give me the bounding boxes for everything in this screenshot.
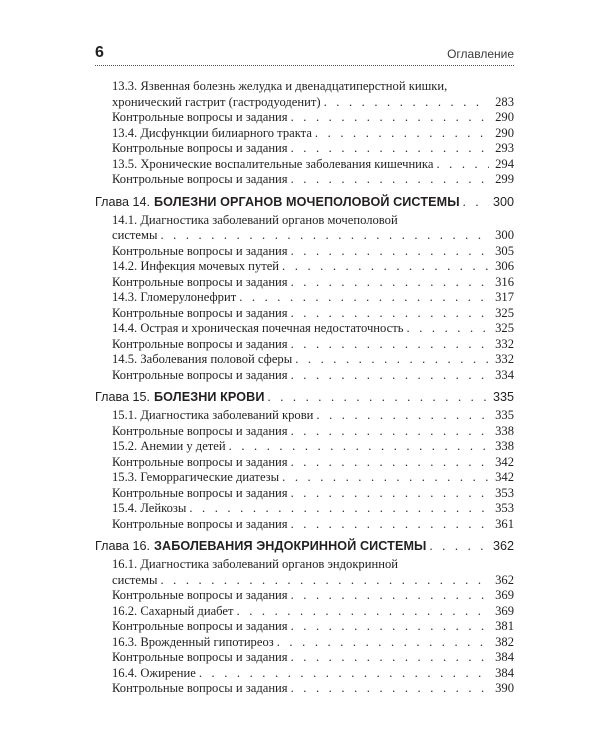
dot-leader	[237, 604, 489, 620]
toc-entry-title: 16.1. Диагностика заболеваний органов эндокринной	[112, 557, 398, 571]
toc-entry-questions[interactable]	[95, 306, 514, 322]
toc-entry-questions[interactable]	[95, 172, 514, 188]
toc-entry-title: 15.3. Геморрагические диатезы	[112, 470, 280, 484]
toc-entry-questions[interactable]	[95, 681, 514, 697]
toc-entry-questions[interactable]	[95, 424, 514, 440]
toc-page-number: 332	[495, 352, 514, 366]
toc-entry-title: Контрольные вопросы и задания	[112, 516, 288, 531]
toc-page-number: 362	[495, 572, 514, 587]
toc-page-number: 290	[495, 125, 514, 140]
dot-leader	[291, 486, 489, 502]
page-number: 6	[95, 44, 104, 61]
toc-entry-title: Контрольные вопросы и задания	[112, 423, 288, 438]
toc-entry-14-1-cont[interactable]	[95, 228, 514, 244]
toc-entry-14-3[interactable]	[95, 290, 514, 306]
toc-page-number: 338	[495, 423, 514, 438]
toc-entry-14-4[interactable]	[95, 321, 514, 337]
dot-leader	[315, 126, 489, 142]
dot-leader	[407, 321, 490, 337]
toc-page-number: 290	[495, 110, 514, 124]
toc-page-number: 334	[495, 367, 514, 382]
chapter-prefix: Глава 15.	[95, 390, 151, 404]
toc-page-number: 335	[492, 390, 514, 404]
toc-entry-16-4[interactable]	[95, 666, 514, 682]
dot-leader	[291, 337, 489, 353]
toc-entry-title: 14.3. Гломерулонефрит	[112, 290, 237, 304]
toc-entry-questions[interactable]	[95, 517, 514, 533]
toc-page-number: 361	[495, 516, 514, 531]
toc-entry-title: хронический гастрит (гастродуоденит)	[112, 94, 321, 109]
toc-entry-title: 13.3. Язвенная болезнь желудка и двенадцатиперстной кишки,	[112, 79, 448, 93]
toc-entry-title: 13.5. Хронические воспалительные заболевания кишечника	[112, 156, 434, 171]
toc-page-number: 382	[495, 634, 514, 649]
dot-leader	[463, 191, 489, 213]
toc-page-number: 325	[495, 321, 514, 335]
toc-entry-title: 16.2. Сахарный диабет	[112, 603, 234, 618]
toc-entry-title: Контрольные вопросы и задания	[112, 650, 288, 664]
toc-page-number: 305	[495, 243, 514, 258]
dot-leader	[282, 259, 489, 275]
chapter-prefix: Глава 16.	[95, 539, 151, 553]
toc-page-number: 317	[495, 290, 514, 304]
toc-entry-title: 14.5. Заболевания половой сферы	[112, 352, 293, 366]
toc-entry-questions[interactable]	[95, 141, 514, 157]
dot-leader	[291, 275, 489, 291]
header-dotted-rule	[95, 65, 514, 66]
toc-entry-title: Контрольные вопросы и задания	[112, 243, 288, 258]
toc-page-number: 306	[495, 259, 514, 273]
toc-entry-questions[interactable]	[95, 619, 514, 635]
toc-entry-title: Контрольные вопросы и задания	[112, 485, 288, 500]
dot-leader	[436, 157, 489, 173]
toc-entry-13-4[interactable]	[95, 126, 514, 142]
toc-entry-title: 15.2. Анемии у детей	[112, 439, 226, 453]
toc-entry-questions[interactable]	[95, 337, 514, 353]
toc-entry-questions[interactable]	[95, 110, 514, 126]
toc-page-number: 353	[495, 485, 514, 500]
dot-leader	[291, 650, 489, 666]
dot-leader	[229, 439, 489, 455]
toc-entry-title: Контрольные вопросы и задания	[112, 336, 288, 351]
toc-page-number: 384	[495, 650, 514, 664]
toc-entry-title: Контрольные вопросы и задания	[112, 274, 288, 289]
toc-entry-14-1[interactable]	[95, 213, 514, 229]
toc-page-number: 332	[495, 336, 514, 351]
toc-page-number: 283	[495, 94, 514, 109]
chapter-title: ЗАБОЛЕВАНИЯ ЭНДОКРИННОЙ СИСТЕМЫ	[154, 539, 427, 553]
dot-leader	[268, 386, 490, 408]
dot-leader	[291, 368, 489, 384]
toc-entry-title: 15.4. Лейкозы	[112, 501, 187, 515]
dot-leader	[239, 290, 489, 306]
dot-leader	[199, 666, 489, 682]
toc-entry-title: 15.1. Диагностика заболеваний крови	[112, 408, 314, 422]
dot-leader	[291, 244, 489, 260]
dot-leader	[282, 470, 489, 486]
toc-page-number: 325	[495, 305, 514, 320]
toc-entry-16-3[interactable]	[95, 635, 514, 651]
toc-page-number: 299	[495, 172, 514, 186]
dot-leader	[291, 455, 489, 471]
toc-chapter-16[interactable]	[95, 532, 514, 557]
toc-entry-title: 14.2. Инфекция мочевых путей	[112, 259, 280, 273]
toc-entry-title: Контрольные вопросы и задания	[112, 110, 288, 124]
toc-chapter-14[interactable]	[95, 188, 514, 213]
dot-leader	[295, 352, 489, 368]
dot-leader	[291, 681, 489, 697]
dot-leader	[291, 110, 489, 126]
toc-entry-14-5[interactable]	[95, 352, 514, 368]
toc-entry-13-3[interactable]	[95, 79, 514, 95]
toc-page-number: 293	[495, 141, 514, 155]
toc-entry-title: системы	[112, 572, 158, 587]
toc-entry-questions[interactable]	[95, 368, 514, 384]
chapter-title: БОЛЕЗНИ КРОВИ	[154, 390, 265, 404]
toc-page-number: 294	[495, 156, 514, 171]
chapter-prefix: Глава 14.	[95, 194, 151, 209]
toc-page-number: 335	[495, 408, 514, 422]
dot-leader	[189, 501, 489, 517]
toc-entry-16-1[interactable]	[95, 557, 514, 573]
toc-entry-title: Контрольные вопросы и задания	[112, 454, 288, 469]
page-header	[95, 44, 514, 66]
toc-entry-title: Контрольные вопросы и задания	[112, 172, 288, 186]
toc-entry-title: Контрольные вопросы и задания	[112, 681, 288, 695]
toc-page-number: 342	[495, 454, 514, 469]
dot-leader	[324, 95, 489, 111]
table-of-contents	[95, 79, 514, 697]
toc-entry-13-5[interactable]	[95, 157, 514, 173]
toc-entry-title: Контрольные вопросы и задания	[112, 141, 288, 155]
toc-page-number: 300	[492, 194, 514, 209]
toc-page-number: 338	[495, 439, 514, 453]
toc-entry-title: 16.3. Врожденный гипотиреоз	[112, 634, 274, 649]
dot-leader	[291, 141, 489, 157]
toc-entry-15-1[interactable]	[95, 408, 514, 424]
toc-entry-title: Контрольные вопросы и задания	[112, 367, 288, 382]
toc-entry-15-2[interactable]	[95, 439, 514, 455]
toc-page-number: 353	[495, 501, 514, 515]
toc-entry-15-3[interactable]	[95, 470, 514, 486]
toc-page-number: 300	[495, 228, 514, 242]
toc-entry-title: системы	[112, 228, 158, 242]
dot-leader	[429, 535, 489, 557]
toc-page-number: 369	[495, 603, 514, 618]
chapter-title: БОЛЕЗНИ ОРГАНОВ МОЧЕПОЛОВОЙ СИСТЕМЫ	[154, 194, 460, 209]
toc-entry-title: 13.4. Дисфункции билиарного тракта	[112, 125, 312, 140]
toc-entry-title: 14.1. Диагностика заболеваний органов мочеполовой	[112, 212, 398, 227]
toc-entry-16-1-cont[interactable]	[95, 573, 514, 589]
dot-leader	[291, 588, 489, 604]
dot-leader	[316, 408, 489, 424]
toc-page-number: 316	[495, 274, 514, 289]
running-title: Оглавление	[447, 47, 514, 61]
dot-leader	[291, 517, 489, 533]
dot-leader	[160, 228, 489, 244]
dot-leader	[160, 573, 489, 589]
toc-page-number: 381	[495, 619, 514, 633]
dot-leader	[277, 635, 489, 651]
toc-entry-questions[interactable]	[95, 455, 514, 471]
toc-entry-title: Контрольные вопросы и задания	[112, 305, 288, 320]
toc-page-number: 384	[495, 665, 514, 680]
toc-entry-questions[interactable]	[95, 588, 514, 604]
toc-entry-questions[interactable]	[95, 650, 514, 666]
toc-page-number: 342	[495, 470, 514, 484]
dot-leader	[291, 619, 489, 635]
toc-page-number: 369	[495, 588, 514, 602]
toc-entry-title: Контрольные вопросы и задания	[112, 619, 288, 633]
toc-chapter-15[interactable]	[95, 383, 514, 408]
toc-entry-15-4[interactable]	[95, 501, 514, 517]
toc-page-number: 362	[492, 539, 514, 553]
dot-leader	[291, 306, 489, 322]
toc-entry-questions[interactable]	[95, 486, 514, 502]
toc-entry-questions[interactable]	[95, 275, 514, 291]
toc-entry-14-2[interactable]	[95, 259, 514, 275]
toc-entry-title: Контрольные вопросы и задания	[112, 588, 288, 602]
toc-page-number: 390	[495, 681, 514, 695]
toc-entry-13-3-cont[interactable]	[95, 95, 514, 111]
dot-leader	[291, 424, 489, 440]
toc-entry-16-2[interactable]	[95, 604, 514, 620]
dot-leader	[291, 172, 489, 188]
toc-entry-questions[interactable]	[95, 244, 514, 260]
toc-entry-title: 14.4. Острая и хроническая почечная недостаточность	[112, 321, 404, 335]
toc-entry-title: 16.4. Ожирение	[112, 665, 196, 680]
